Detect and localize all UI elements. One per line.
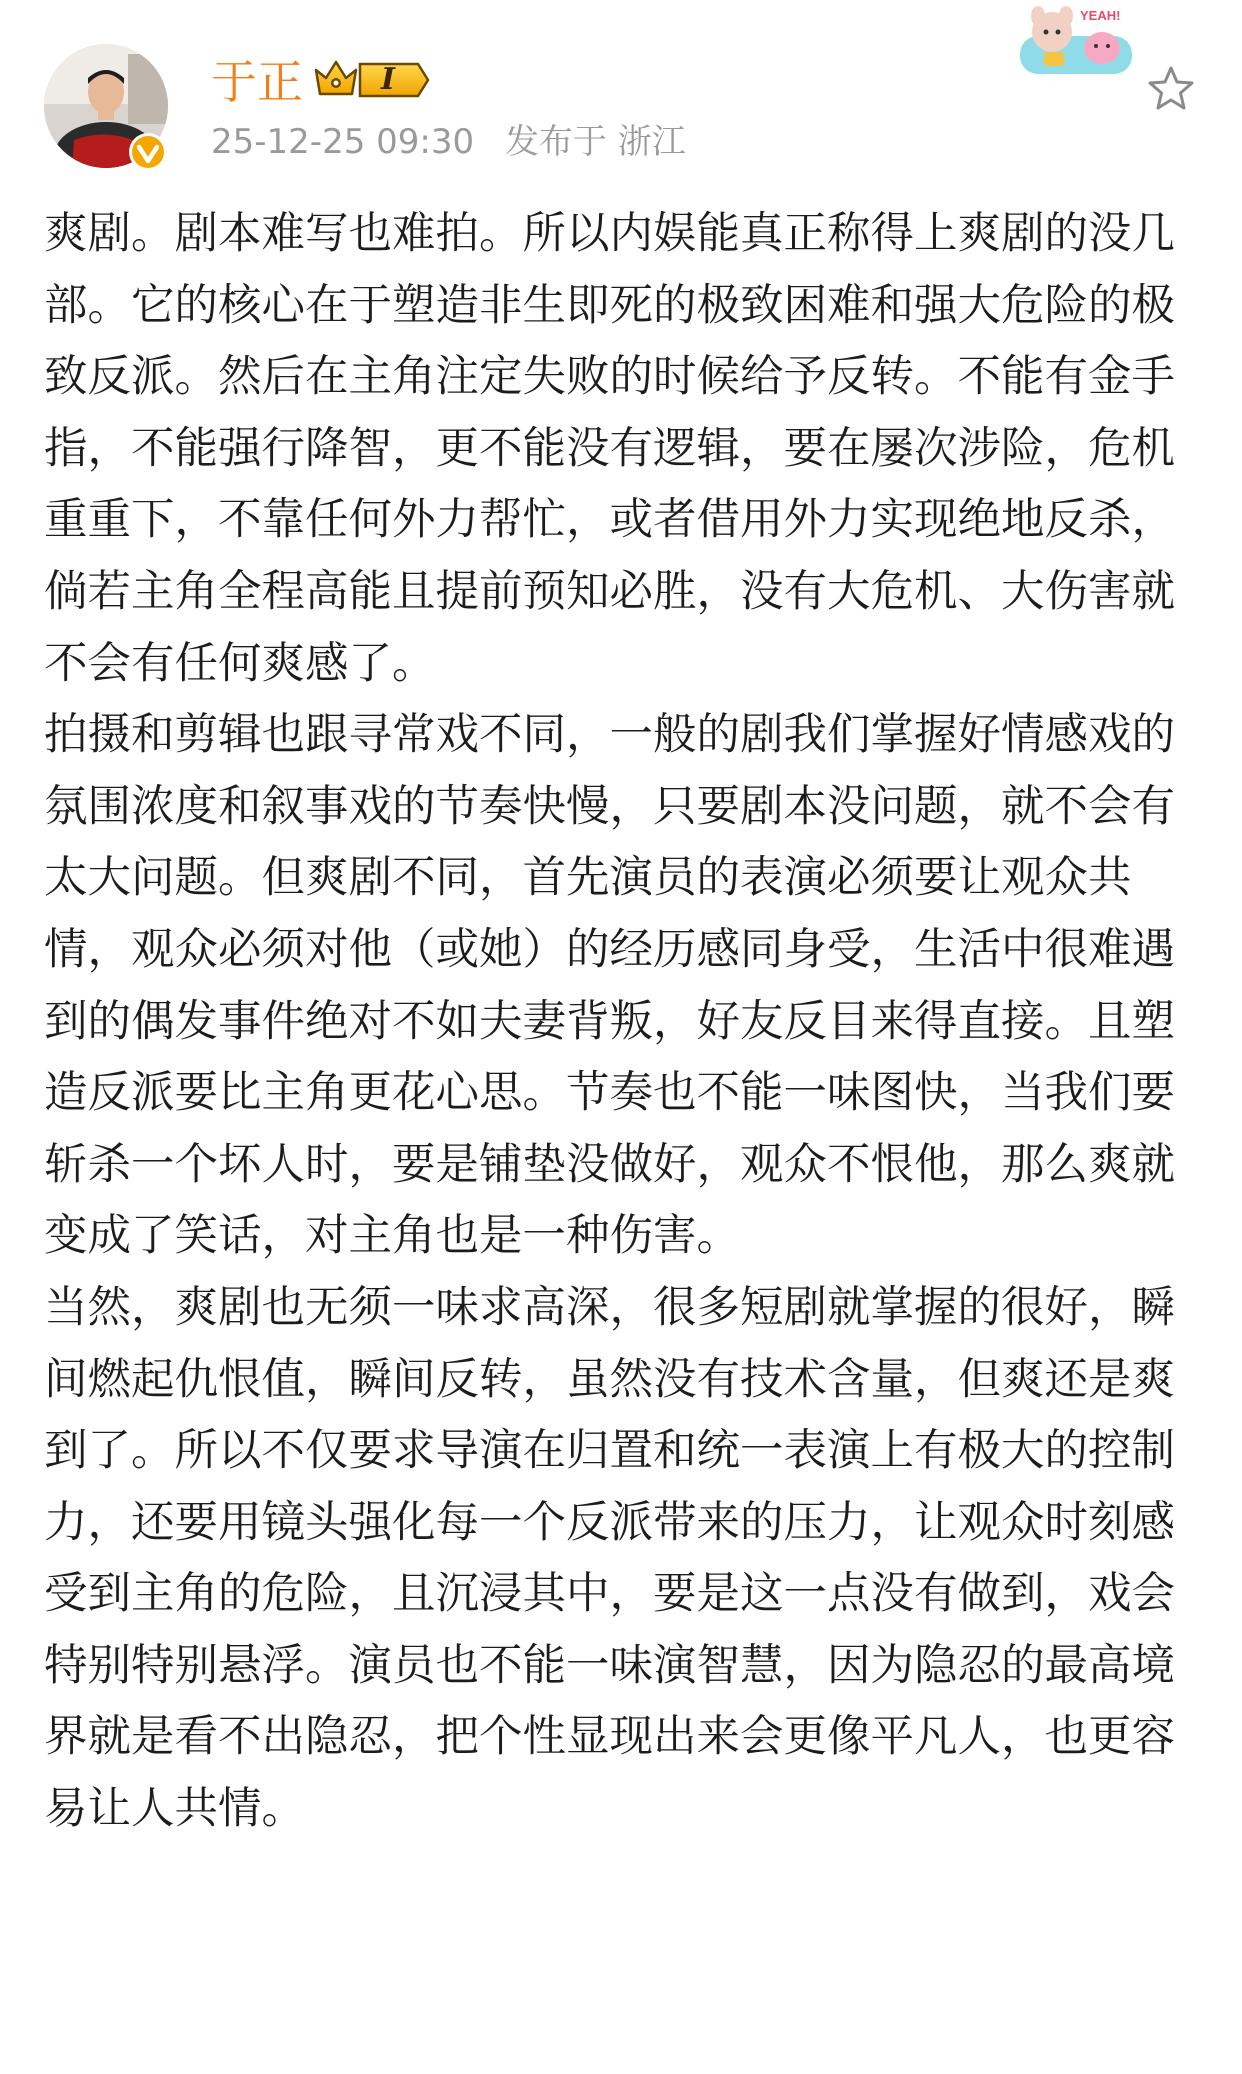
post-meta	[211, 118, 706, 166]
username[interactable]: 于正	[211, 55, 303, 109]
post-paragraph: 爽剧。剧本难写也难拍。所以内娱能真正称得上爽剧的没几部。它的核心在于塑造非生即死的极致困难和强大危险的极致反派。然后在主角注定失败的时候给予反转。不能有金手指，不能强行降智，更不能没有逻辑，要在屡次涉险，危机重重下，不靠任何外力帮忙，或者借用外力实现绝地反杀，倘若主角全程高能且提前预知必胜，没有大危机、大伤害就不会有任何爽感了。	[44, 209, 1175, 689]
post-paragraph: 当然，爽剧也无须一味求高深，很多短剧就掌握的很好，瞬间燃起仇恨值，瞬间反转，虽然没有技术含量，但爽还是爽到了。所以不仅要求导演在归置和统一表演上有极大的控制力，还要用镜头强化每一个反派带来的压力，让观众时刻感受到主角的危险，且沉浸其中，要是这一点没有做到，戏会特别特别悬浮。演员也不能一味演智慧，因为隐忍的最高境界就是看不出隐忍，把个性显现出来会更像平凡人，也更容易让人共情。	[44, 1282, 1175, 1835]
post-body	[44, 199, 1194, 1846]
post-header	[0, 0, 1242, 180]
post-location: 发布于 浙江	[504, 122, 686, 162]
sticker-text: YEAH!	[1080, 8, 1121, 23]
star-outline-icon[interactable]	[1144, 62, 1198, 116]
verified-badge-icon	[128, 132, 168, 172]
vip-level: I	[380, 62, 396, 97]
cartoon-sticker	[1018, 2, 1134, 76]
post-paragraph: 拍摄和剪辑也跟寻常戏不同，一般的剧我们掌握好情感戏的氛围浓度和叙事戏的节奏快慢，只要剧本没问题，就不会有太大问题。但爽剧不同，首先演员的表演必须要让观众共情，观众必须对他（或她）的经历感同身受，生活中很难遇到的偶发事件绝对不如夫妻背叛，好友反目来得直接。且塑造反派要比主角更花心思。节奏也不能一味图快，当我们要斩杀一个坏人时，要是铺垫没做好，观众不恨他，那么爽就变成了笑话，对主角也是一种伤害。	[44, 710, 1175, 1262]
post-timestamp: 25-12-25 09:30	[211, 122, 475, 162]
